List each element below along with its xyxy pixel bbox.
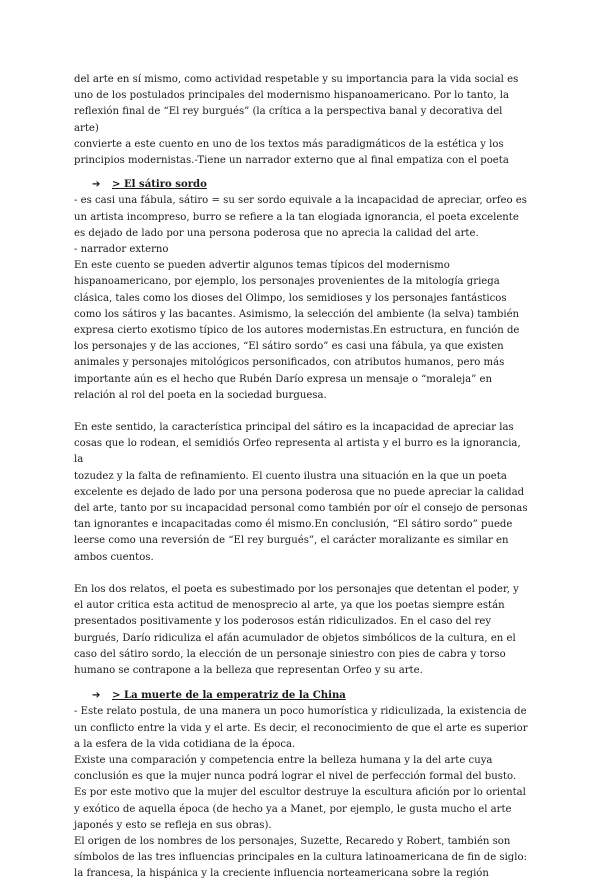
- text-line: y exótico de aquella época (de hecho ya a Manet, por ejemplo, le gusta mucho el arte: [74, 803, 512, 815]
- text-line: importante aún es el hecho que Rubén Darío expresa un mensaje o “moraleja” en: [74, 373, 492, 385]
- text-line: En los dos relatos, el poeta es subestimado por los personajes que detentan el poder, y: [74, 583, 519, 595]
- text-line: expresa cierto exotismo típico de los autores modernistas.En estructura, en función de: [74, 325, 520, 337]
- text-line: animales y personajes mitológicos personificados, con atributos humanos, pero más: [74, 357, 505, 369]
- text-line: un conflicto entre la vida y el arte. Es decir, el reconocimiento de que el arte es superior: [74, 722, 528, 734]
- section-title: > La muerte de la emperatriz de la China: [112, 690, 346, 702]
- text-line: el autor critica esta actitud de menosprecio al arte, ya que los poetas siempre están: [74, 600, 505, 612]
- text-line: principios modernistas.-Tiene un narrador externo que al final empatiza con el poeta: [74, 155, 509, 167]
- text-line: conclusión es que la mujer nunca podrá lograr el nivel de perfección formal del busto.: [74, 771, 517, 783]
- section-heading-emperatriz: [74, 688, 528, 704]
- text-line: japonés y esto se refleja en sus obras).: [74, 819, 272, 831]
- text-line: uno de los postulados principales del modernismo hispanoamericano. Por lo tanto, la: [74, 90, 510, 102]
- section-title: > El sátiro sordo: [112, 179, 207, 191]
- text-line: cosas que lo rodean, el semidiós Orfeo representa al artista y el burro es la ignorancia, la: [74, 438, 521, 466]
- text-line: relación al rol del poeta en la sociedad burguesa.: [74, 389, 327, 401]
- arrow-right-icon: ➔: [92, 179, 101, 191]
- satiro-paragraph-3: [74, 582, 528, 679]
- text-line: ambos cuentos.: [74, 551, 154, 563]
- text-line: del arte, tanto por su incapacidad personal como también por oír el consejo de personas: [74, 503, 528, 515]
- text-line: como los sátiros y las bacantes. Asimismo, la selección del ambiente (la selva) también: [74, 308, 520, 320]
- text-line: excelente es dejado de lado por una persona poderosa que no puede apreciar la calidad: [74, 486, 525, 498]
- text-line: es dejado de lado por una persona poderosa que no aprecia la calidad del arte.: [74, 227, 479, 239]
- text-line: - es casi una fábula, sátiro = su ser sordo equivale a la incapacidad de apreciar, orfeo es: [74, 195, 527, 207]
- text-line: del arte en sí mismo, como actividad respetable y su importancia para la vida social es: [74, 74, 519, 85]
- text-line: hispanoamericano, por ejemplo, los personajes provenientes de la mitología griega: [74, 276, 500, 288]
- text-line: convierte a este cuento en uno de los textos más paradigmáticos de la estética y los: [74, 138, 504, 150]
- text-line: la francesa, la hispánica y la creciente influencia norteamericana sobre la región: [74, 868, 489, 880]
- satiro-paragraph-1: [74, 258, 528, 404]
- text-line: clásica, tales como los dioses del Olimpo, los semidioses y los personajes fantásticos: [74, 292, 507, 304]
- text-line: humano se contrapone a la belleza que representan Orfeo y su arte.: [74, 664, 423, 676]
- text-line: caso del sátiro sordo, la elección de un personaje siniestro con pies de cabra y torso: [74, 648, 506, 660]
- text-line: Es por este motivo que la mujer del escultor destruye la escultura afición por lo oriental: [74, 787, 526, 799]
- text-line: símbolos de las tres influencias principales en la cultura latinoamericana de fin de siglo:: [74, 852, 527, 864]
- section-heading-satiro-sordo: [74, 177, 528, 193]
- text-line: En este cuento se pueden advertir algunos temas típicos del modernismo: [74, 260, 450, 272]
- satiro-paragraph-2: [74, 420, 528, 566]
- emperatriz-paragraph: [74, 704, 528, 882]
- intro-paragraph: [74, 72, 528, 169]
- text-line: Existe una comparación y competencia entre la belleza humana y la del arte cuya: [74, 754, 493, 766]
- text-line: - narrador externo: [74, 244, 169, 256]
- text-line: - Este relato postula, de una manera un poco humorística y ridiculizada, la existencia de: [74, 706, 527, 718]
- text-line: los personajes y de las acciones, “El sátiro sordo” es casi una fábula, ya que existen: [74, 341, 504, 353]
- text-line: presentados positivamente y los poderosos están ridiculizados. En el caso del rey: [74, 616, 492, 628]
- text-line: un artista incompreso, burro se refiere a la tan elogiada ignorancia, el poeta excelente: [74, 211, 519, 223]
- text-line: tozudez y la falta de refinamiento. El cuento ilustra una situación en la que un poeta: [74, 470, 507, 482]
- text-line: a la esfera de la vida cotidiana de la época.: [74, 738, 296, 750]
- text-line: El origen de los nombres de los personajes, Suzette, Recaredo y Robert, también son: [74, 835, 511, 847]
- text-line: En este sentido, la característica principal del sátiro es la incapacidad de apreciar las: [74, 422, 514, 434]
- satiro-summary: [74, 193, 528, 258]
- text-line: leerse como una reversión de “El rey burgués”, el carácter moralizante es similar en: [74, 535, 509, 547]
- arrow-right-icon: ➔: [92, 690, 101, 702]
- text-line: burgués, Darío ridiculiza el afán acumulador de objetos simbólicos de la cultura, en el: [74, 632, 516, 644]
- text-line: reflexión final de “El rey burgués” (la crítica a la perspectiva banal y decorativa del arte): [74, 106, 503, 134]
- text-line: tan ignorantes e incapacitadas como él mismo.En conclusión, “El sátiro sordo” puede: [74, 519, 513, 531]
